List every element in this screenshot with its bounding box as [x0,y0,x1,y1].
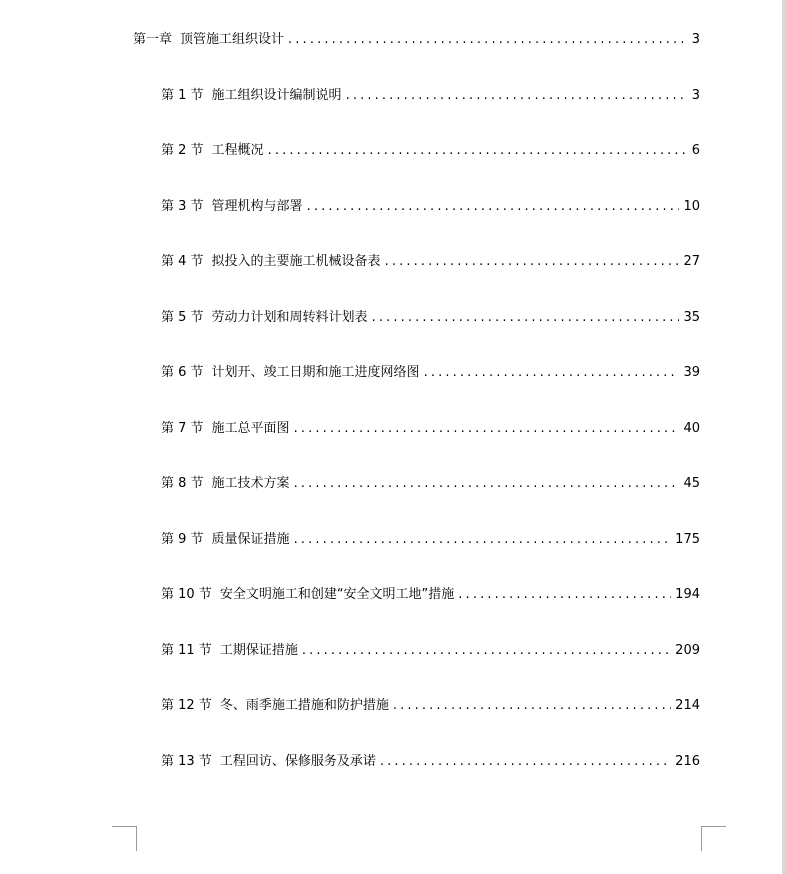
toc-number: 第 2 节 [161,143,204,158]
toc-section-entry[interactable] [161,697,700,715]
toc-page-number: 40 [683,421,700,436]
toc-title: 施工总平面图 [211,421,290,436]
toc-section-entry[interactable] [161,586,700,604]
toc-page-number: 3 [691,32,700,47]
toc-leader [307,198,680,216]
toc-section-entry[interactable] [161,142,700,160]
crop-mark-bottom-left [112,826,137,851]
toc-page-number: 10 [683,199,700,214]
toc-number: 第 13 节 [161,754,212,769]
toc-page-number: 6 [691,143,700,158]
toc-leader [424,364,680,382]
toc-section-entry[interactable] [161,309,700,327]
toc-section-entry[interactable] [161,420,700,438]
toc-number: 第 11 节 [161,643,212,658]
toc-section-entry[interactable] [161,253,700,271]
toc-number: 第 6 节 [161,365,204,380]
toc-leader [294,475,680,493]
toc-title: 冬、雨季施工措施和防护措施 [219,698,389,713]
toc-chapter-entry[interactable] [133,31,700,49]
toc-title: 质量保证措施 [211,532,290,547]
toc-number: 第 10 节 [161,587,212,602]
toc-title: 顶管施工组织设计 [180,32,285,47]
toc-number: 第 5 节 [161,310,204,325]
crop-mark-bottom-right [701,826,726,851]
toc-number: 第 9 节 [161,532,204,547]
toc-leader [294,531,672,549]
toc-section-entry[interactable] [161,364,700,382]
toc-title: 工程概况 [211,143,264,158]
toc-leader [294,420,680,438]
toc-title: 安全文明施工和创建“安全文明工地”措施 [219,587,455,602]
toc-section-entry[interactable] [161,198,700,216]
toc-number: 第 3 节 [161,199,204,214]
toc-title: 拟投入的主要施工机械设备表 [211,254,381,269]
toc-number: 第一章 [133,32,173,47]
toc-leader [268,142,688,160]
toc-leader [380,753,671,771]
toc-leader [385,253,680,271]
toc-page-number: 35 [683,310,700,325]
toc-number: 第 7 节 [161,421,204,436]
toc-section-entry[interactable] [161,642,700,660]
toc-leader [346,87,688,105]
toc-section-entry[interactable] [161,753,700,771]
toc-page-number: 209 [675,643,700,658]
toc-title: 施工组织设计编制说明 [211,88,342,103]
toc-section-entry[interactable] [161,475,700,493]
toc-page-number: 214 [675,698,700,713]
toc-page-number: 27 [683,254,700,269]
toc-section-entry[interactable] [161,531,700,549]
toc-leader [302,642,671,660]
toc-title: 施工技术方案 [211,476,290,491]
toc-page-number: 45 [683,476,700,491]
toc-number: 第 4 节 [161,254,204,269]
toc-page-number: 3 [691,88,700,103]
toc-title: 工程回访、保修服务及承诺 [219,754,376,769]
toc-number: 第 12 节 [161,698,212,713]
toc-title: 劳动力计划和周转料计划表 [211,310,368,325]
toc-leader [458,586,671,604]
toc-section-entry[interactable] [161,87,700,105]
toc-title: 管理机构与部署 [211,199,303,214]
toc-leader [372,309,680,327]
toc-title: 工期保证措施 [219,643,298,658]
toc-leader [393,697,671,715]
toc-number: 第 8 节 [161,476,204,491]
toc-number: 第 1 节 [161,88,204,103]
toc-page-number: 39 [683,365,700,380]
toc-page-number: 216 [675,754,700,769]
toc-title: 计划开、竣工日期和施工进度网络图 [211,365,420,380]
toc-page-number: 175 [675,532,700,547]
toc-leader [288,31,688,49]
toc-page-number: 194 [675,587,700,602]
